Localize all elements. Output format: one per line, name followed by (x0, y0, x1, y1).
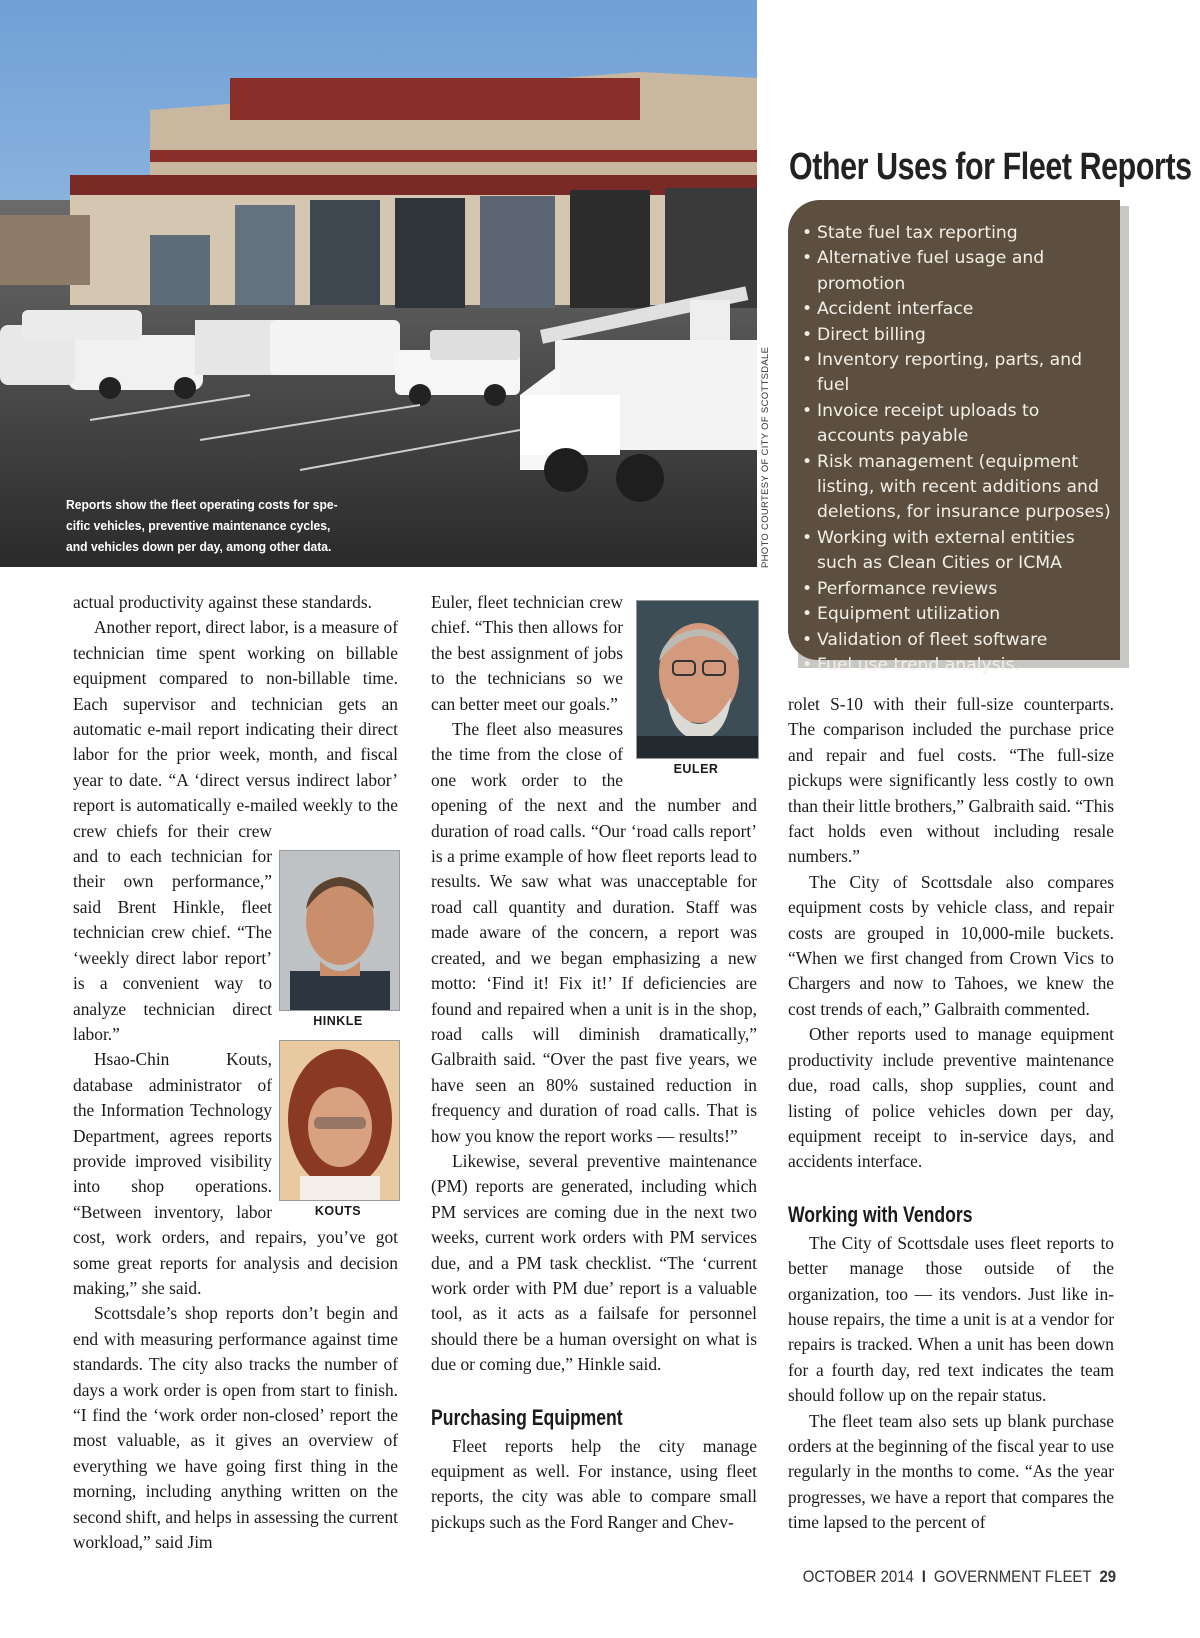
bullet-icon: • (802, 248, 813, 269)
page-number: 29 (1099, 1567, 1116, 1586)
kouts-headshot (279, 1040, 400, 1201)
hinkle-label: HINKLE (313, 1014, 363, 1028)
bullet-icon: • (802, 578, 813, 599)
paragraph: Scottsdale’s shop reports don’t begin and end with measuring performance against time standards. The city also tracks the number of days a work order is open from start to finish. “I find the ‘work order non-closed’ report the most valuable, as it gives an overview of everything we have going first thing in the morning, including anything written on the second shift, and helps in assessing the current workload,” said Jim (73, 1303, 398, 1553)
section-heading: Purchasing Equipment (431, 1404, 623, 1430)
sidebar-item: • Alternative fuel usage and promotion (802, 248, 1045, 294)
paragraph: Likewise, several preventive maintenance (PM) reports are generated, including which PM services are coming due in the next two weeks, current work orders with PM services due, and a PM task checklist. “The ‘current work order with PM due’ report is a valuable tool, as it acts as a failsafe for personnel should there be a human oversight on what is due or coming due,” Hinkle said. (431, 1150, 757, 1375)
sidebar-item: • Inventory reporting, parts, and fuel (802, 350, 1083, 396)
paragraph: Hsao-Chin Kouts, database administrator of the Information Technology Department, agrees reports provide improved visibility into shop operations. “Between inventory, labor cost, work orders, and repairs, you’ve got some great reports for analysis and decision making,” she said. (73, 1049, 398, 1298)
article-column-3 (788, 692, 1114, 1536)
bullet-icon: • (802, 654, 813, 675)
bullet-icon: • (802, 400, 813, 421)
bullet-icon: • (802, 527, 813, 548)
bullet-icon: • (802, 604, 813, 625)
euler-headshot (636, 600, 759, 759)
sidebar-item: • Performance reviews (802, 577, 1112, 602)
sidebar-item: • Accident interface (802, 297, 1112, 322)
paragraph: Fleet reports help the city manage equipment as well. For instance, using fleet reports, the city was able to compare small pickups such as the Ford Ranger and Chev- (431, 1435, 757, 1532)
bullet-icon: • (802, 629, 813, 650)
sidebar-item: • Direct billing (802, 323, 1112, 348)
paragraph: rolet S-10 with their full-size counterparts. The comparison included the purchase price and repair and fuel costs. “The full-size pickups were significantly less costly to own than their little brothers,” Galbraith said. “This fact holds even without including resale numbers.” (788, 694, 1114, 867)
paragraph: The City of Scottsdale uses fleet reports to better manage those outside of the organization, too — its vendors. Just like in-house repairs, the time a unit is at a vendor for repairs is tracked. When a unit has been down for a fourth day, red text indicates the team should follow up on the repair status. (788, 1232, 1114, 1406)
paragraph: actual productivity against these standards. (73, 592, 372, 612)
sidebar-item: • Equipment utilization (802, 602, 1112, 627)
photo-credit: PHOTO COURTESY OF CITY OF SCOTTSDALE (760, 346, 771, 568)
sidebar-title: Other Uses for Fleet Reports (789, 146, 1192, 188)
paragraph: The City of Scottsdale also compares equipment costs by vehicle class, and repair costs are grouped in 10,000-mile buckets. “When we first changed from Crown Vics to Chargers and now to Tahoes, we knew the cost trends of each,” Galbraith commented. (788, 871, 1114, 1019)
paragraph: Another report, direct labor, is a measure of technician time spent working on billable equipment compared to non-billable time. Each supervisor and technician gets an automatic e-mail report indicating their direct labor for the prior week, month, and fiscal year to date. “A ‘direct versus indirect labor’ report is automatically e-mailed weekly to the crew chiefs for their crew and to each technician for their own performance,” said Brent Hinkle, fleet technician crew chief. “The ‘weekly direct labor report’ is a convenient way to analyze technician direct labor.” (73, 617, 399, 1044)
bullet-icon: • (802, 350, 813, 371)
sidebar-item: • Fuel use trend analysis. (802, 653, 1112, 678)
bullet-icon: • (802, 299, 813, 320)
bullet-icon: • (802, 451, 813, 472)
sidebar-item: • Working with external entities such as Clean Cities or ICMA (802, 527, 1075, 574)
photo-caption: Reports show the fleet operating costs for spe- cific vehicles, preventive maintenance cycles, and vehicles down per day, among other data. (66, 497, 338, 554)
sidebar-item: • State fuel tax reporting (802, 221, 1112, 246)
hinkle-headshot (279, 850, 400, 1011)
paragraph: The fleet team also sets up blank purchase orders at the beginning of the fiscal year to use regularly in the months to come. “As the year progresses, we have a report that compares the time lapsed to the percent of (788, 1410, 1114, 1533)
footer-magazine: GOVERNMENT FLEET (933, 1567, 1092, 1586)
bullet-icon: • (802, 223, 813, 243)
page-footer (803, 1567, 1116, 1587)
bullet-icon: • (802, 324, 813, 345)
sidebar-item: • Validation of fleet software (802, 628, 1112, 653)
euler-label: EULER (673, 762, 719, 776)
paragraph: The fleet also measures the time from the close of one work order to the opening of the next and the number and duration of road calls. “Our ‘road calls report’ is a prime example of how fleet reports lead to results. We saw what was unacceptable for road call quantity and duration. Staff was made aware of the concern, a report was created, and we began emphasizing a new motto: ‘Find it! Fix it!’ If deficiencies are found and repaired when a unit is in the shop, road calls will diminish dramatically,” Galbraith said. “Over the past five years, we have seen an 80% sustained reduction in frequency and duration of road calls. That is how you know the report works — results!” (431, 719, 757, 1146)
fleet-yard-photo (0, 0, 757, 567)
paragraph: Euler, fleet technician crew chief. “This then allows for the best assignment of jobs to the technicians so we can better meet our goals.” (431, 592, 623, 714)
footer-separator: I (921, 1567, 926, 1586)
paragraph: Other reports used to manage equipment productivity include preventive maintenance due, road calls, shop supplies, count and listing of police vehicles down per day, equipment receipt to in-service days, and accidents interface. (788, 1024, 1114, 1172)
sidebar-item: • Risk management (equipment listing, with recent additions and deletions, for insurance purposes) (802, 451, 1111, 523)
section-heading: Working with Vendors (788, 1201, 973, 1227)
kouts-label: KOUTS (314, 1204, 362, 1218)
footer-issue: OCTOBER 2014 (802, 1567, 914, 1586)
sidebar-item: • Invoice receipt uploads to accounts payable (802, 400, 1040, 447)
sidebar-list (802, 221, 1112, 678)
